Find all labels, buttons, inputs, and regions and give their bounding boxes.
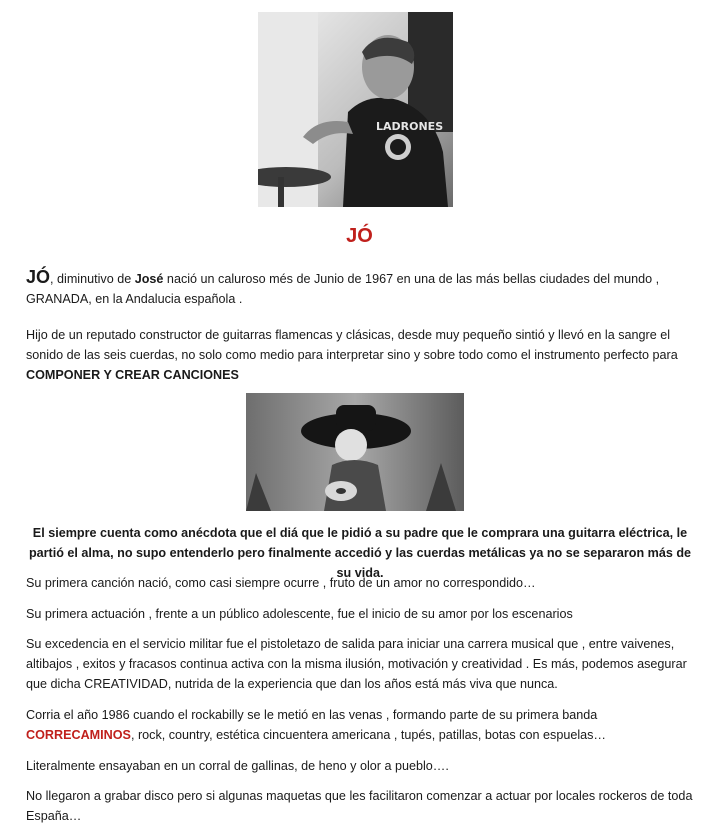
- compose-emphasis: COMPONER Y CREAR CANCIONES: [26, 368, 239, 382]
- shirt-print: LADRONES: [376, 120, 444, 133]
- first-performance-paragraph: Su primera actuación , frente a un público adolescente, fue el inicio de su amor por los escenarios: [26, 607, 573, 621]
- portrait-photo: [258, 12, 453, 207]
- intro-paragraph: JÓ, diminutivo de José nació un caluroso més de Junio de 1967 en una de las más bellas ciudades del mundo , GRANADA, en la Andalucia española .: [26, 267, 660, 306]
- page-title: JÓ: [346, 225, 373, 247]
- first-song-paragraph: Su primera canción nació, como casi siempre ocurre , fruto de un amor no correspondido…: [26, 576, 536, 590]
- rehearsal-paragraph: Literalmente ensayaban en un corral de gallinas, de heno y olor a pueblo….: [26, 759, 449, 773]
- childhood-illustration: [246, 393, 464, 511]
- demos-paragraph: No llegaron a grabar disco pero si algunas maquetas que les facilitaron comenzar a actuar por locales rockeros de toda España…: [26, 789, 693, 823]
- childhood-photo: [246, 393, 464, 511]
- anecdote-quote: El siempre cuenta como anécdota que el diá que le pidió a su padre que le comprara una guitarra eléctrica, le partió el alma, no supo entenderlo pero finalmente accedió y las cuerdas metálicas ya no se separaron más de su vida.: [28, 526, 692, 580]
- intro-name: JÓ: [26, 267, 51, 287]
- rockabilly-paragraph: Corria el año 1986 cuando el rockabilly se le metió en las venas , formando parte de su primera banda CORRECAMINOS, rock, country, estética cincuentera americana , tupés, patillas, botas con espuelas…: [26, 708, 607, 742]
- band-name: CORRECAMINOS: [26, 728, 131, 742]
- origin-paragraph: Hijo de un reputado constructor de guitarras flamencas y clásicas, desde muy pequeño sintió y llevó en la sangre el sonido de las seis cuerdas, no solo como medio para interpretar sino y sobre todo como el instrumento perfecto para COMPONER Y CREAR CANCIONES: [26, 328, 678, 382]
- portrait-illustration: [258, 12, 453, 207]
- career-paragraph: Su excedencia en el servicio militar fue el pistoletazo de salida para iniciar una carrera musical que , entre vaivenes, altibajos , exitos y fracasos continua activa con la misma ilusión, motivación y creatividad . Es más, podemos asegurar que dicha CREATIVIDAD, nutrida de la experiencia que dan los años está más viva que nunca.: [26, 637, 687, 691]
